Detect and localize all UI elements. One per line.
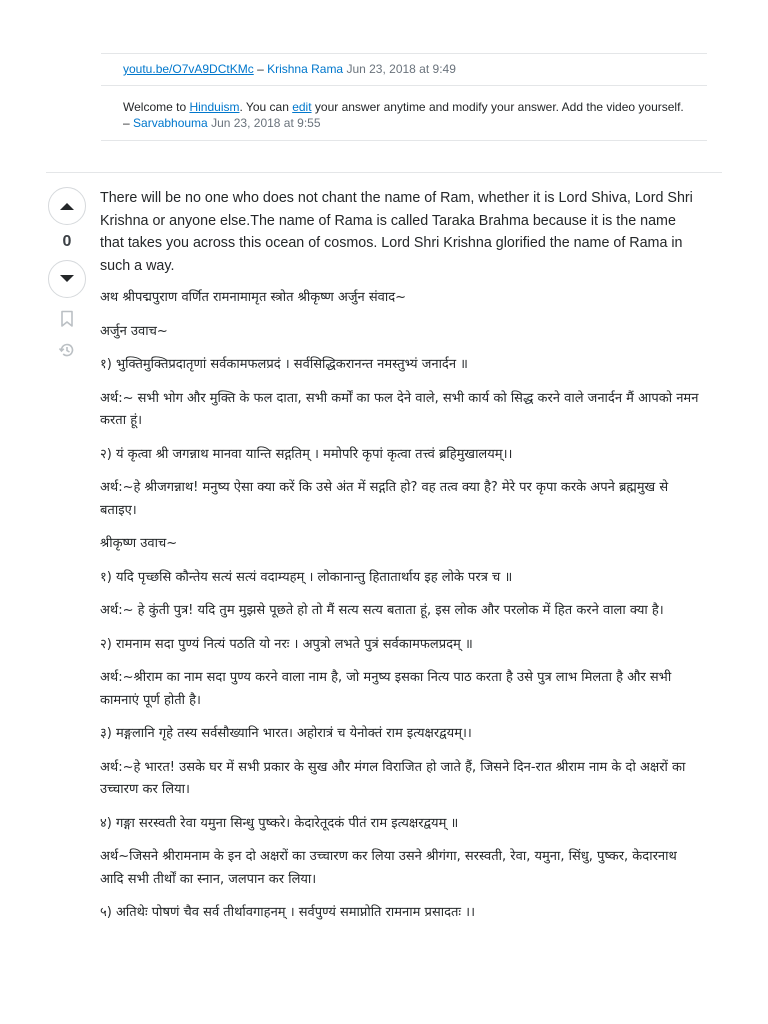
history-button[interactable] — [58, 341, 76, 364]
edit-link[interactable]: edit — [292, 100, 312, 114]
answer-paragraph: There will be no one who does not chant the name of Ram, whether it is Lord Shiva, Lord Shri Krishna or anyone else.The name of Rama is called Taraka Brahma because it is the name that takes you across this ocean of cosmos. Lord Shri Krishna glorified the name of Rama in such a way. — [100, 190, 693, 274]
comment-date[interactable]: Jun 23, 2018 at 9:55 — [211, 116, 321, 130]
answer-paragraph: अर्थ~जिसने श्रीरामनाम के इन दो अक्षरों का उच्चारण कर लिया उसने श्रीगंगा, सरस्वती, रेवा, यमुना, सिंधु, पुष्कर, केदारनाथ आदि सभी तीर्थों का स्नान, जलपान कर लिया। — [100, 849, 677, 887]
answer-paragraph: अर्थ:~हे श्रीजगन्नाथ! मनुष्य ऐसा क्या करें कि उसे अंत में सद्गति हो? वह तत्व क्या है? मेरे पर कृपा करके अपने ब्रह्ममुख से बताइए। — [100, 480, 669, 518]
history-icon — [58, 341, 76, 359]
hinduism-link[interactable]: Hinduism — [189, 100, 240, 114]
comment-author-link[interactable]: Sarvabhouma — [133, 116, 208, 130]
comment-dash: – — [253, 62, 268, 76]
answer-paragraph: अर्थ:~श्रीराम का नाम सदा पुण्य करने वाला नाम है, जो मनुष्य इसका नित्य पाठ करता है उसे पुत्र लाभ मिलता है और सभी कामनाएं पूर्ण होती है। — [100, 670, 672, 708]
answer-divider — [46, 172, 722, 173]
answer-paragraph: श्रीकृष्ण उवाच~ — [100, 536, 178, 551]
comment-text: Welcome to — [123, 100, 190, 114]
answer-paragraph: ३) मङ्गलानि गृहे तस्य सर्वसौख्यानि भारत। अहोरात्रं च येनोक्तं राम इत्यक्षरद्वयम्।। — [100, 726, 472, 741]
answer-paragraph: १) यदि पृच्छसि कौन्तेय सत्यं सत्यं वदाम्यहम् । लोकानान्तु हितातार्थाय इह लोके परत्र च ॥ — [100, 569, 513, 585]
comment-author-link[interactable]: Krishna Rama — [267, 62, 344, 76]
downvote-arrow-icon — [59, 274, 75, 284]
upvote-button[interactable] — [48, 187, 86, 225]
comment-text: . You can — [239, 100, 293, 114]
answer-paragraph: अथ श्रीपद्मपुराण वर्णित रामनामामृत स्त्रोत श्रीकृष्ण अर्जुन संवाद~ — [100, 290, 407, 305]
comment-text: your answer anytime and modify your answer. Add the video yourself. — [311, 100, 684, 114]
vote-cell — [46, 187, 88, 364]
bookmark-icon — [60, 310, 74, 328]
comment-video-link[interactable]: youtu.be/O7vA9DCtKMc — [123, 62, 254, 76]
answer-paragraph: ५) अतिथेः पोषणं चैव सर्व तीर्थावगाहनम् । सर्वपुण्यं समाप्नोति रामनाम प्रसादतः ।। — [100, 905, 476, 920]
answer-paragraph: १) भुक्तिमुक्तिप्रदातृणां सर्वकामफलप्रदं । सर्वसिद्धिकरानन्त नमस्तुभ्यं जनार्दन ॥ — [100, 357, 468, 372]
downvote-button[interactable] — [48, 260, 86, 298]
comment-dash: – — [123, 116, 134, 130]
upvote-arrow-icon — [59, 201, 75, 211]
answer-paragraph: अर्थ:~ सभी भोग और मुक्ति के फल दाता, सभी कर्मों का फल देने वाले, सभी कार्य को सिद्ध करने वाले जनार्दन मैं आपको नमन करता हूं। — [100, 390, 699, 428]
answer-paragraph: २) यं कृत्वा श्री जगन्नाथ मानवा यान्ति सद्गतिम् । ममोपरि कृपां कृत्वा तत्त्वं ब्रहिमुखालयम्।। — [100, 446, 513, 462]
comment — [101, 86, 707, 141]
answer-paragraph: अर्थ:~हे भारत! उसके घर में सभी प्रकार के सुख और मंगल विराजित हो जाते हैं, जिसने दिन-रात श्रीराम नाम के दो अक्षरों का उच्चारण कर लिया। — [100, 759, 686, 797]
bookmark-button[interactable] — [60, 310, 74, 333]
answer-paragraph: अर्थ:~ हे कुंती पुत्र! यदि तुम मुझसे पूछते हो तो मैं सत्य सत्य बताता हूं, इस लोक और परलोक में हित करने वाला क्या है। — [100, 603, 664, 618]
comment-date[interactable]: Jun 23, 2018 at 9:49 — [346, 62, 456, 76]
vote-count: 0 — [62, 233, 72, 250]
comments-list — [101, 53, 707, 141]
answer-paragraph: अर्जुन उवाच~ — [100, 323, 168, 339]
answer-paragraph: २) रामनाम सदा पुण्यं नित्यं पठति यो नरः । अपुत्रो लभते पुत्रं सर्वकामफलप्रदम् ॥ — [100, 636, 473, 652]
comment — [101, 54, 707, 86]
answer-paragraph: ४) गङ्गा सरस्वती रेवा यमुना सिन्धु पुष्करे। केदारेतूदकं पीतं राम इत्यक्षरद्वयम् ॥ — [100, 815, 459, 831]
answer-body — [100, 187, 700, 936]
